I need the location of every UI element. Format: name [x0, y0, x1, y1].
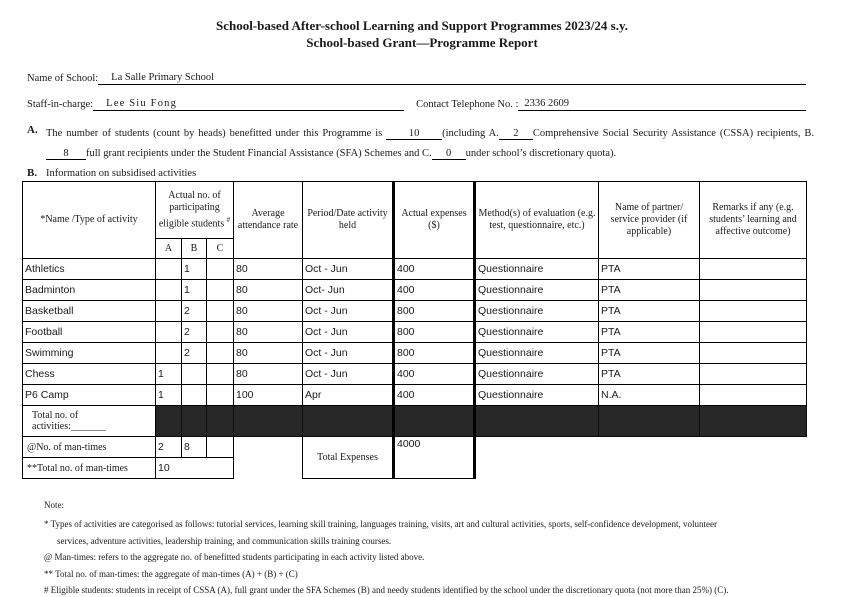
empty-cell — [234, 458, 303, 479]
cell-evaluation: Questionnaire — [475, 364, 599, 385]
header-remarks: Remarks if any (e.g. students’ learning and affective outcome) — [700, 182, 807, 259]
cell-attendance: 100 — [234, 385, 303, 406]
cell-period: Oct - Jun — [303, 259, 394, 280]
total-man-times-value: 10 — [156, 458, 234, 479]
cell-expenses: 400 — [394, 280, 475, 301]
cell-partner: N.A. — [599, 385, 700, 406]
cell-evaluation: Questionnaire — [475, 259, 599, 280]
report-title — [0, 17, 844, 51]
section-a-part4: full grant recipients under the Student Financial Assistance (SFA) Schemes and C. — [86, 147, 432, 159]
header-col-b: B — [182, 239, 207, 259]
cell-a — [156, 280, 182, 301]
section-a-part2: (including A. — [442, 128, 499, 139]
section-b-text: Information on subsidised activities — [46, 168, 197, 179]
school-field-row — [27, 72, 806, 85]
empty-cell — [475, 458, 807, 479]
blackout-cell — [156, 406, 182, 437]
header-col-a: A — [156, 239, 182, 259]
cell-attendance: 80 — [234, 364, 303, 385]
note-line: services, adventure activities, leadership training, and communication skills training courses. — [57, 535, 392, 546]
cell-b — [182, 364, 207, 385]
cell-name: P6 Camp — [23, 385, 156, 406]
blackout-cell — [700, 406, 807, 437]
cell-c — [207, 385, 234, 406]
phone-underline — [518, 98, 806, 111]
cell-remarks — [700, 364, 807, 385]
staff-underline — [93, 98, 404, 111]
activities-table — [22, 181, 807, 479]
cell-attendance: 80 — [234, 322, 303, 343]
cell-partner: PTA — [599, 364, 700, 385]
blackout-cell — [303, 406, 394, 437]
cell-a — [156, 301, 182, 322]
cell-remarks — [700, 301, 807, 322]
cell-attendance: 80 — [234, 259, 303, 280]
cell-expenses: 800 — [394, 322, 475, 343]
phone-value: 2336 2609 — [524, 98, 570, 109]
school-underline — [98, 72, 806, 85]
blackout-cell — [475, 406, 599, 437]
note-line: # Eligible students: students in receipt of CSSA (A), full grant under the SFA Schemes (B) and needy students identified by the school under the discretionary quota (not more than 25%) (C). — [44, 585, 729, 595]
cell-c — [207, 364, 234, 385]
school-label: Name of School: — [27, 73, 99, 84]
school-value: La Salle Primary School — [111, 72, 215, 83]
cell-b: 1 — [182, 259, 207, 280]
table-row — [23, 301, 807, 322]
quota-blank: 0 — [432, 148, 466, 160]
note-lines — [44, 519, 804, 596]
blackout-cell — [234, 406, 303, 437]
section-a — [27, 124, 814, 163]
table-row — [23, 385, 807, 406]
header-participants-text: Actual no. of participating eligible students — [158, 189, 225, 230]
activity-rows — [23, 259, 807, 406]
cell-evaluation: Questionnaire — [475, 301, 599, 322]
cell-name: Chess — [23, 364, 156, 385]
cell-name: Athletics — [23, 259, 156, 280]
cell-c — [207, 301, 234, 322]
cell-attendance: 80 — [234, 301, 303, 322]
blackout-cell — [599, 406, 700, 437]
blackout-cell — [394, 406, 475, 437]
summary-section — [23, 406, 807, 437]
note-line: ** Total no. of man-times: the aggregate of man-times (A) + (B) + (C) — [44, 568, 298, 579]
cell-partner: PTA — [599, 301, 700, 322]
header-attendance: Average attendance rate — [234, 182, 303, 259]
hash-superscript: # — [226, 215, 231, 224]
cell-name: Badminton — [23, 280, 156, 301]
cell-a: 1 — [156, 385, 182, 406]
notes-heading: Note: — [44, 500, 64, 510]
sfa-blank: 8 — [46, 148, 86, 160]
header-evaluation: Method(s) of evaluation (e.g. test, questionnaire, etc.) — [475, 182, 599, 259]
cell-evaluation: Questionnaire — [475, 322, 599, 343]
cell-c — [207, 343, 234, 364]
cell-a — [156, 343, 182, 364]
total-expenses-label: Total Expenses — [303, 437, 394, 479]
cell-evaluation: Questionnaire — [475, 385, 599, 406]
cell-expenses: 400 — [394, 364, 475, 385]
cell-period: Oct- Jun — [303, 280, 394, 301]
staff-label: Staff-in-charge: — [27, 99, 94, 110]
note-line: * Types of activities are categorised as follows: tutorial services, learning skill training, languages training, visits, art and cultural activities, sports, self-confidence development, volunteer — [44, 519, 718, 529]
empty-cell — [475, 437, 807, 458]
phone-label: Contact Telephone No. : — [416, 99, 519, 110]
header-col-c: C — [207, 239, 234, 259]
cell-c — [207, 322, 234, 343]
section-a-label: A. — [27, 124, 38, 136]
cell-evaluation: Questionnaire — [475, 343, 599, 364]
cell-attendance: 80 — [234, 343, 303, 364]
report-title-line2: School-based Grant—Programme Report — [306, 35, 538, 50]
notes-section — [44, 500, 804, 596]
staff-field-row — [27, 98, 806, 111]
cell-remarks — [700, 259, 807, 280]
blackout-cell — [182, 406, 207, 437]
cell-b: 1 — [182, 280, 207, 301]
header-period: Period/Date activity held — [303, 182, 394, 259]
total-activities-row — [23, 406, 807, 437]
cell-remarks — [700, 322, 807, 343]
cssa-blank: 2 — [499, 128, 533, 140]
cell-remarks — [700, 280, 807, 301]
blackout-cell — [207, 406, 234, 437]
cell-evaluation: Questionnaire — [475, 280, 599, 301]
cell-partner: PTA — [599, 343, 700, 364]
cell-expenses: 800 — [394, 301, 475, 322]
cell-a — [156, 259, 182, 280]
table-row — [23, 280, 807, 301]
total-expenses-value: 4000 — [394, 437, 475, 479]
total-activities-label: Total no. of activities:_______ — [23, 406, 156, 437]
note-line: @ Man-times: refers to the aggregate no. of benefitted students participating in each activity listed above. — [44, 552, 425, 562]
cell-b — [182, 385, 207, 406]
cell-partner: PTA — [599, 280, 700, 301]
cell-remarks — [700, 343, 807, 364]
cell-b: 2 — [182, 343, 207, 364]
total-students-blank: 10 — [386, 128, 442, 140]
empty-cell — [234, 437, 303, 458]
total-man-times-label: **Total no. of man-times — [23, 458, 156, 479]
cell-name: Football — [23, 322, 156, 343]
cell-period: Oct - Jun — [303, 343, 394, 364]
header-participants — [156, 182, 234, 239]
man-times-row — [23, 437, 807, 458]
section-a-text — [46, 124, 814, 163]
cell-expenses: 400 — [394, 385, 475, 406]
section-a-part5: under school’s discretionary quota). — [465, 147, 617, 159]
cell-period: Oct - Jun — [303, 364, 394, 385]
cell-period: Oct - Jun — [303, 322, 394, 343]
table-row — [23, 322, 807, 343]
cell-period: Oct - Jun — [303, 301, 394, 322]
man-times-c — [207, 437, 234, 458]
header-partner: Name of partner/ service provider (if applicable) — [599, 182, 700, 259]
cell-name: Basketball — [23, 301, 156, 322]
section-b — [27, 167, 844, 179]
cell-c — [207, 280, 234, 301]
report-title-line1: School-based After-school Learning and Support Programmes 2023/24 s.y. — [215, 18, 629, 33]
cell-expenses: 400 — [394, 259, 475, 280]
table-header — [23, 182, 807, 259]
staff-value: Lee Siu Fong — [106, 98, 178, 109]
section-a-part3: Comprehensive Social Security Assistance (CSSA) recipients, B. — [532, 128, 814, 139]
cell-c — [207, 259, 234, 280]
section-a-part1: The number of students (count by heads) benefitted under this Programme is — [46, 128, 383, 139]
cell-name: Swimming — [23, 343, 156, 364]
cell-partner: PTA — [599, 322, 700, 343]
table-row — [23, 259, 807, 280]
man-times-a: 2 — [156, 437, 182, 458]
cell-a — [156, 322, 182, 343]
cell-b: 2 — [182, 301, 207, 322]
section-b-label: B. — [27, 167, 38, 179]
header-expenses: Actual expenses ($) — [394, 182, 475, 259]
man-times-b: 8 — [182, 437, 207, 458]
cell-a: 1 — [156, 364, 182, 385]
cell-attendance: 80 — [234, 280, 303, 301]
cell-period: Apr — [303, 385, 394, 406]
table-row — [23, 343, 807, 364]
cell-b: 2 — [182, 322, 207, 343]
header-activity-name: *Name /Type of activity — [23, 182, 156, 259]
cell-expenses: 800 — [394, 343, 475, 364]
table-row — [23, 364, 807, 385]
man-times-label: @No. of man-times — [23, 437, 156, 458]
cell-remarks — [700, 385, 807, 406]
totals-section — [23, 437, 807, 479]
cell-partner: PTA — [599, 259, 700, 280]
